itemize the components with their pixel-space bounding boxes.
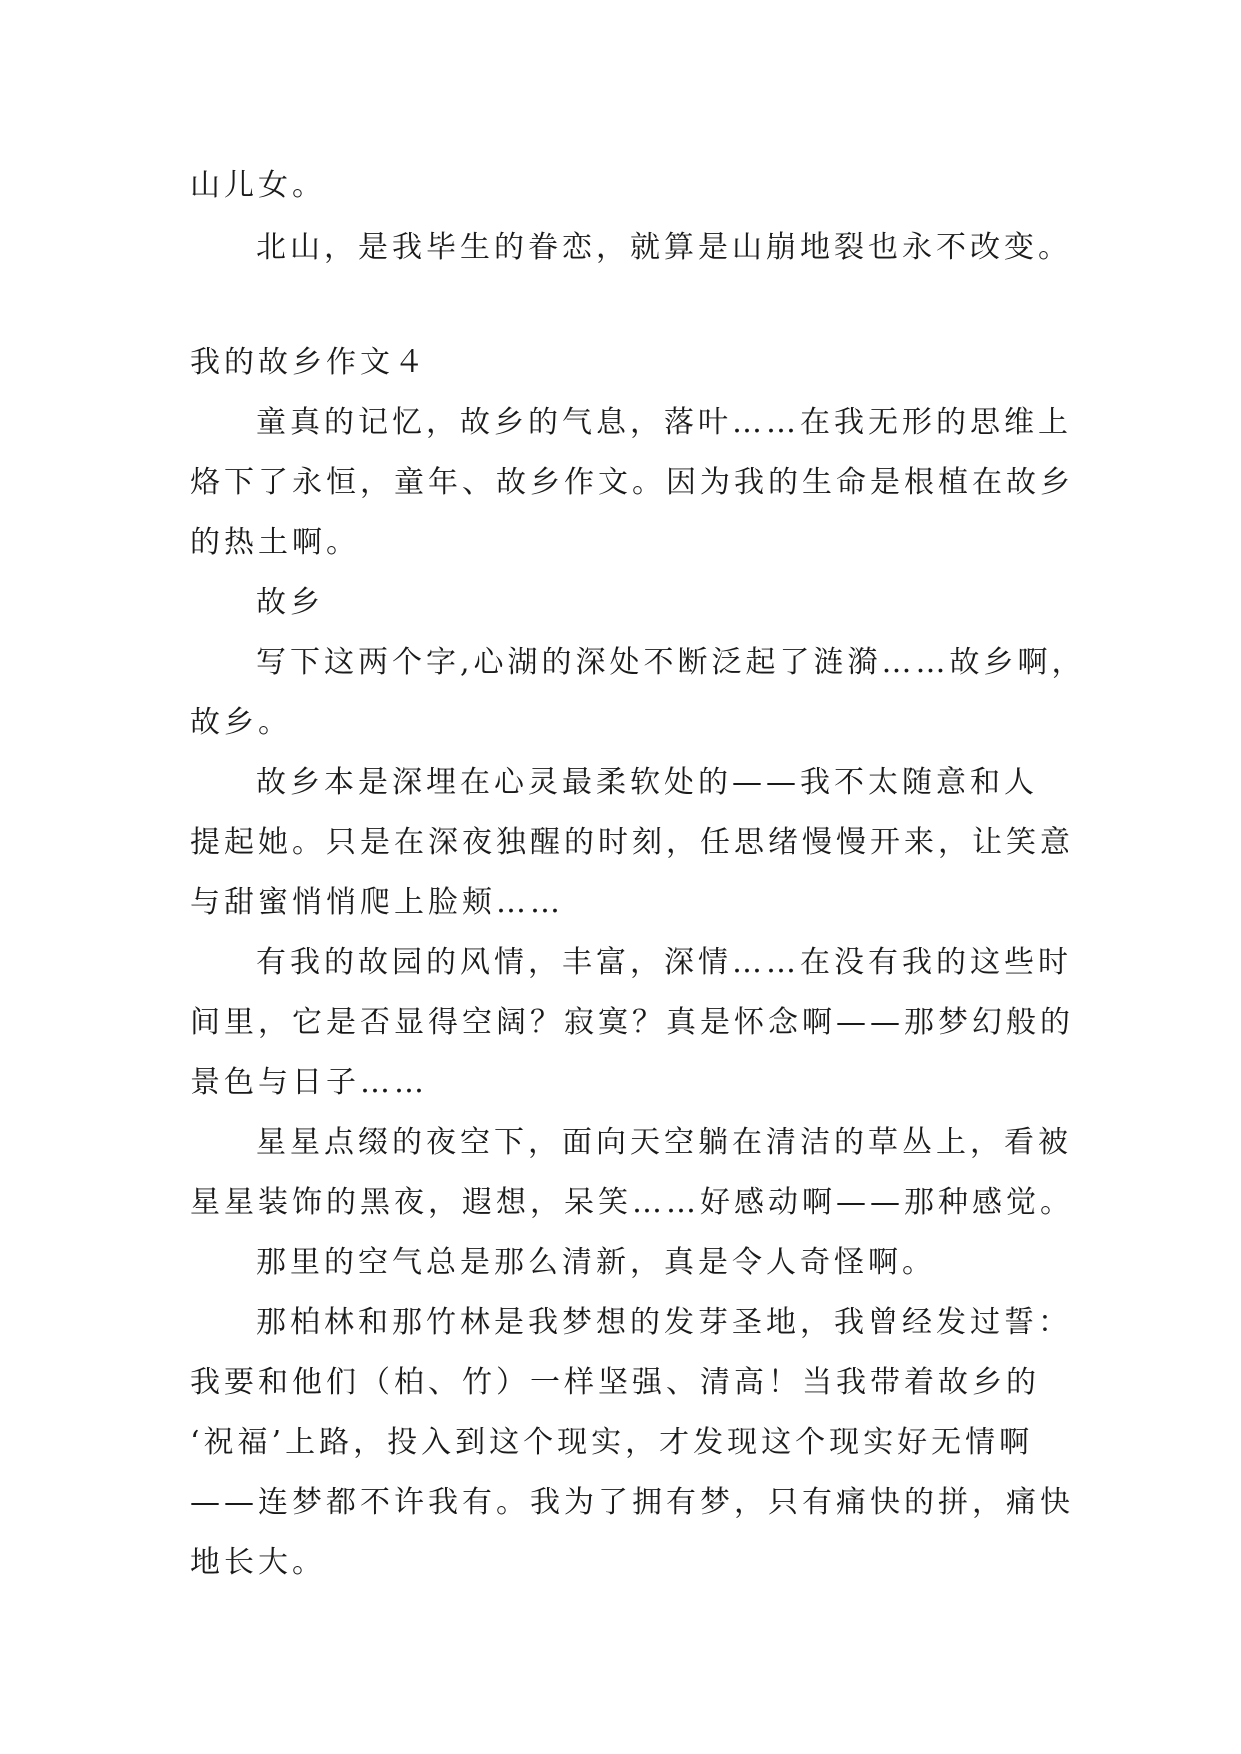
paragraph-line: ‘祝福’上路，投入到这个现实，才发现这个现实好无情啊	[190, 1425, 1034, 1460]
paragraph-line: 故乡。	[190, 705, 292, 740]
section-title: 我的故乡作文４	[190, 345, 428, 380]
paragraph-line: 景色与日子……	[190, 1065, 428, 1100]
paragraph-line: 那里的空气总是那么清新，真是令人奇怪啊。	[256, 1245, 936, 1280]
paragraph-line: 我要和他们（柏、竹）一样坚强、清高！当我带着故乡的	[190, 1365, 1040, 1400]
paragraph-line: 山儿女。	[190, 168, 326, 203]
paragraph-line: ——连梦都不许我有。我为了拥有梦，只有痛快的拼，痛快	[190, 1485, 1074, 1520]
paragraph-line: 北山，是我毕生的眷恋，就算是山崩地裂也永不改变。	[256, 230, 1072, 265]
paragraph-line: 那柏林和那竹林是我梦想的发芽圣地，我曾经发过誓：	[256, 1305, 1072, 1340]
paragraph-line: 地长大。	[190, 1545, 326, 1580]
paragraph-line: 星星点缀的夜空下，面向天空躺在清洁的草丛上，看被	[256, 1125, 1072, 1160]
paragraph-line: 写下这两个字,心湖的深处不断泛起了涟漪……故乡啊，	[256, 645, 1086, 680]
paragraph-line: 与甜蜜悄悄爬上脸颊……	[190, 885, 564, 920]
paragraph-line: 的热土啊。	[190, 525, 360, 560]
paragraph-line: 间里，它是否显得空阔？寂寞？真是怀念啊——那梦幻般的	[190, 1005, 1074, 1040]
paragraph-line: 星星装饰的黑夜，遐想，呆笑……好感动啊——那种感觉。	[190, 1185, 1074, 1220]
paragraph-line: 故乡本是深埋在心灵最柔软处的——我不太随意和人	[256, 765, 1038, 800]
paragraph-line: 童真的记忆，故乡的气息，落叶……在我无形的思维上	[256, 405, 1072, 440]
paragraph-line: 有我的故园的风情，丰富，深情……在没有我的这些时	[256, 945, 1072, 980]
paragraph-line: 故乡	[256, 585, 324, 620]
paragraph-line: 烙下了永恒，童年、故乡作文。因为我的生命是根植在故乡	[190, 465, 1074, 500]
paragraph-line: 提起她。只是在深夜独醒的时刻，任思绪慢慢开来，让笑意	[190, 825, 1074, 860]
